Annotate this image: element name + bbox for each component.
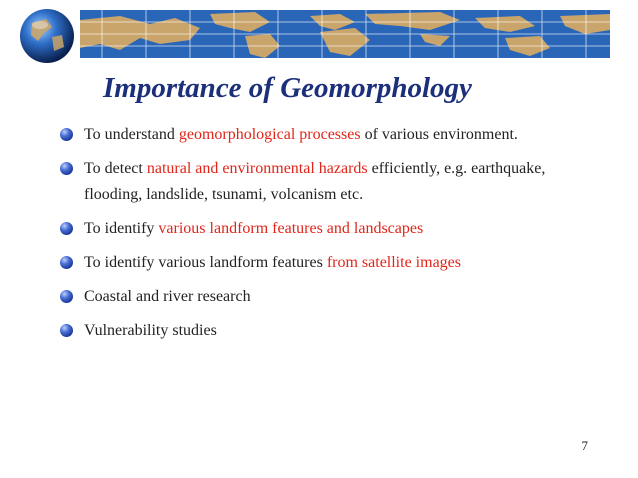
bullet-icon (60, 290, 73, 303)
bullet-text: Vulnerability studies (84, 322, 217, 339)
bullet-item (60, 216, 600, 242)
bullet-item (60, 250, 600, 276)
bullet-text: Coastal and river research (84, 288, 251, 305)
bullet-item (60, 122, 600, 148)
slide-title: Importance of Geomorphology (103, 72, 472, 104)
bullet-highlight: various landform features and landscapes (158, 220, 424, 237)
bullet-text: To identify (84, 220, 159, 237)
bullet-item (60, 156, 600, 208)
bullet-item (60, 318, 600, 344)
bullet-highlight: geomorphological processes (178, 126, 361, 143)
bullet-icon (60, 128, 73, 141)
bullet-text: of various environment. (360, 126, 518, 143)
bullet-list (60, 122, 600, 352)
page-number: 7 (581, 438, 588, 453)
bullet-text: efficiently, e.g. earthquake, flooding, landslide, tsunami, volcanism etc. (84, 160, 546, 203)
world-map-banner (80, 10, 610, 58)
bullet-text: To identify various landform features (84, 254, 327, 271)
bullet-highlight: from satellite images (326, 254, 461, 271)
bullet-icon (60, 222, 73, 235)
globe-icon (18, 7, 76, 65)
bullet-icon (60, 324, 73, 337)
bullet-icon (60, 162, 73, 175)
bullet-icon (60, 256, 73, 269)
bullet-highlight: natural and environmental hazards (146, 160, 368, 177)
bullet-text: To detect (84, 160, 147, 177)
bullet-item (60, 284, 600, 310)
bullet-text: To understand (84, 126, 179, 143)
